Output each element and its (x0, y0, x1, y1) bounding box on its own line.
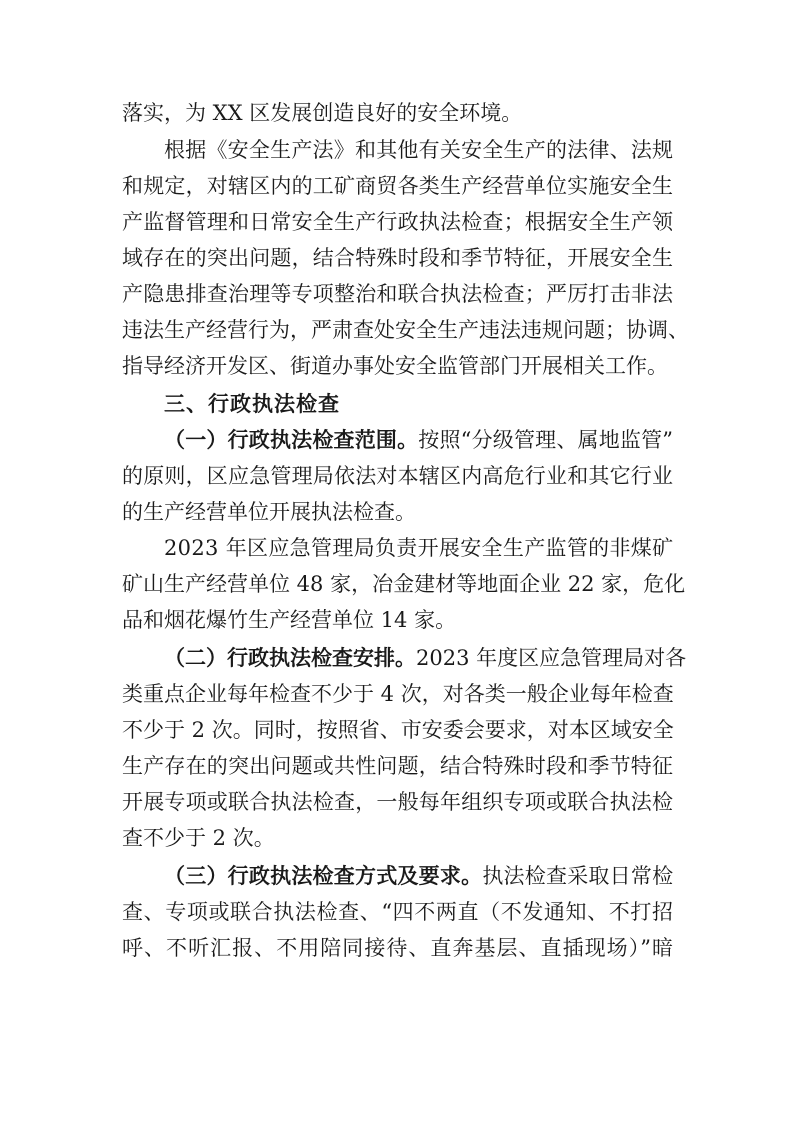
line-text: 产监督管理和日常安全生产行政执法检查；根据安全生产领 (122, 210, 674, 234)
paragraph-line (122, 897, 673, 927)
line-text: 执法检查采取日常检 (482, 864, 674, 888)
line-text: 品和烟花爆竹生产经营单位 14 家。 (122, 608, 457, 632)
paragraph-line (122, 751, 673, 781)
paragraph-line (122, 279, 673, 309)
line-text: 指导经济开发区、街道办事处安全监管部门开展相关工作。 (122, 354, 668, 378)
line-text: 和规定，对辖区内的工矿商贸各类生产经营单位实施安全生 (122, 174, 674, 198)
line-text: 查、专项或联合执法检查、“四不两直（不发通知、不打招 (122, 900, 674, 924)
paragraph-line (122, 315, 689, 345)
subsection-heading: （一）行政执法检查范围。 (164, 427, 419, 452)
paragraph-line (122, 787, 673, 817)
subsection-heading: （三）行政执法检查方式及要求。 (164, 863, 483, 888)
line-text: 产隐患排查治理等专项整治和联合执法检查；严厉打击非法 (122, 282, 674, 306)
line-text: 2023 年度区应急管理局对各 (416, 646, 687, 670)
paragraph-line (122, 933, 673, 963)
line-text: 呼、不听汇报、不用陪同接待、直奔基层、直插现场）”暗 (122, 936, 675, 960)
line-text: 开展专项或联合执法检查，一般每年组织专项或联合执法检 (122, 790, 674, 814)
paragraph-line (164, 425, 673, 455)
paragraph-line (122, 207, 673, 237)
paragraph-line (122, 497, 673, 527)
paragraph-line (122, 243, 673, 273)
line-text: 查不少于 2 次。 (122, 826, 275, 850)
line-text: 根据《安全生产法》和其他有关安全生产的法律、法规 (164, 138, 674, 162)
paragraph-line (164, 533, 673, 563)
paragraph-line (122, 823, 673, 853)
paragraph-line (122, 679, 673, 709)
paragraph-line (122, 605, 673, 635)
line-text: 生产存在的突出问题或共性问题，结合特殊时段和季节特征 (122, 754, 674, 778)
paragraph-line (164, 643, 687, 673)
line-text: 类重点企业每年检查不少于 4 次，对各类一般企业每年检查 (122, 682, 674, 706)
subsection-heading: （二）行政执法检查安排。 (164, 645, 416, 670)
paragraph-line (122, 351, 673, 381)
paragraph-line (122, 715, 673, 745)
paragraph-line (164, 861, 673, 891)
line-text: 的原则，区应急管理局依法对本辖区内高危行业和其它行业 (122, 464, 674, 488)
paragraph-line (122, 171, 673, 201)
line-text: 矿山生产经营单位 48 家，冶金建材等地面企业 22 家，危化 (122, 572, 686, 596)
heading-text: 三、行政执法检查 (164, 392, 340, 416)
paragraph-line (164, 135, 673, 165)
line-text: 按照“分级管理、属地监管” (418, 428, 674, 452)
line-text: 违法生产经营行为，严肃查处安全生产违法违规问题；协调、 (122, 318, 689, 342)
line-text: 的生产经营单位开展执法检查。 (122, 500, 416, 524)
line-text: 域存在的突出问题，结合特殊时段和季节特征，开展安全生 (122, 246, 674, 270)
line-text: 不少于 2 次。同时，按照省、市安委会要求，对本区域安全 (122, 718, 674, 742)
section-heading (164, 389, 340, 419)
paragraph-line (122, 569, 686, 599)
paragraph-line (122, 461, 673, 491)
paragraph-line (122, 98, 673, 128)
line-text: 落实，为 XX 区发展创造良好的安全环境。 (122, 101, 523, 125)
line-text: 2023 年区应急管理局负责开展安全生产监管的非煤矿 (164, 536, 674, 560)
